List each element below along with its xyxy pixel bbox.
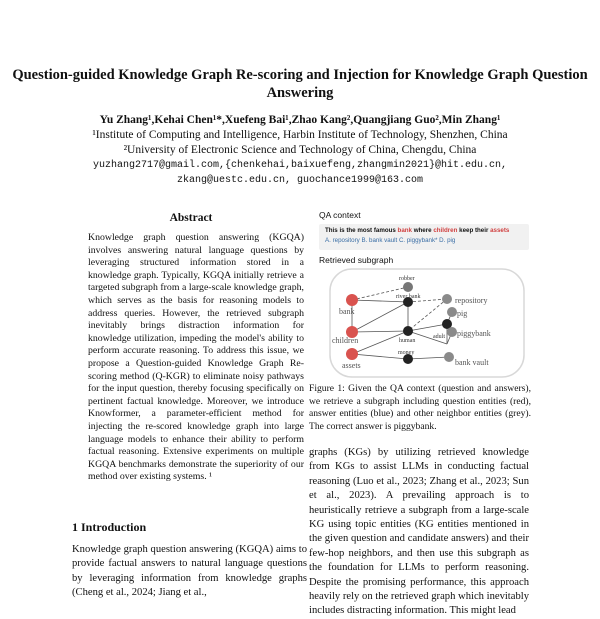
abstract-heading: Abstract: [169, 212, 213, 224]
node-bank-vault: [444, 352, 454, 362]
paper-title: Question-guided Knowledge Graph Re-scoring and Injection for Knowledge Graph Question Answering: [12, 67, 588, 101]
subgraph-label: Retrieved subgraph: [319, 255, 394, 265]
node-repository: [442, 294, 452, 304]
author-block: [0, 113, 600, 188]
affiliation-2: ²University of Electronic Science and Technology of China, Chengdu, China: [123, 144, 477, 156]
email-line-1: yuzhang2717@gmail.com,{chenkehai,baixuefeng,zhangmin2021}@hit.edu.cn,: [92, 160, 508, 171]
intro-text: Knowledge graph question answering (KGQA) aims to provide factual answers to natural language questions by leveraging information from knowledge graphs (Cheng et al., 2024; Jiang et al.,: [72, 544, 307, 599]
abstract-text: Knowledge graph question answering (KGQA) involves answering natural language questions by leveraging structured information stored in a knowledge graph. Typically, KGQA initially retrieve a targeted subgraph from a large-scale knowledge graph, which serves as the basis for reasoning models to address queries. However, the retrieved subgraph inevitably brings distraction information for knowledge utilization, impeding the model's ability to perform accurate reasoning. To address this issue, we propose a Question-guided Knowledge Graph Re-scoring method (Q-KGR) to eliminate noisy pathways for the input question, thereby focusing specifically on pertinent factual knowledge. Moreover, we introduce Knowformer, a parameter-efficient method for injecting the re-scored knowledge graph into large language models to enhance their ability to perform factual reasoning. Extensive experiments on multiple KGQA benchmarks demonstrate the superiority of our method over existing systems. ¹: [88, 232, 304, 483]
affiliation-1: ¹Institute of Computing and Intelligence, Harbin Institute of Technology, Shenzhen, China: [92, 129, 508, 141]
node-robber: [403, 282, 413, 292]
question-text: This is the most famous bank where children keep their assets: [325, 227, 510, 234]
email-line-2: zkang@uestc.edu.cn, guochance1999@163.com: [176, 175, 424, 186]
label-assets: assets: [342, 361, 361, 370]
section-heading-introduction: 1 Introduction: [72, 520, 147, 534]
label-adult: adult: [433, 334, 445, 340]
answer-options: A. repository B. bank vault C. piggybank* D. pig: [325, 237, 456, 244]
label-piggybank: piggybank: [457, 329, 491, 338]
node-piggybank: [447, 327, 457, 337]
label-children: children: [332, 336, 359, 345]
node-human: [403, 326, 413, 336]
label-bank-vault: bank vault: [455, 358, 489, 367]
label-human: human: [399, 338, 416, 344]
right-column-text: graphs (KGs) by utilizing retrieved knowledge from KGs to assist LLMs in conducting factual reasoning (Luo et al., 2023; Zhang et al., 2023; Sun et al., 2023). A prevailing approach is to heuristically retrieve a subgraph from a large-scale KG using topic entities (KG entities mentioned in the given question and candidate answers) and their few-hop neighbors, and then use this subgraph as the foundation for LLMs to perform reasoning. Despite the promising performance, this approach heavily rely on the retrieved graph which inevitably includes distracting information. This might lead: [309, 447, 529, 617]
qa-context-box: [319, 224, 529, 250]
figure-caption: Figure 1: Given the QA context (question and answers), we retrieve a subgraph including question entities (red), answer entities (blue) and other neighbor entities (grey). The correct answer is piggybank.: [309, 383, 531, 432]
node-assets: [346, 348, 358, 360]
node-pig: [447, 307, 457, 317]
label-money: money: [398, 350, 415, 356]
label-repository: repository: [455, 296, 488, 305]
author-names: Yu Zhang¹,Kehai Chen¹*,Xuefeng Bai¹,Zhao Kang²,Quangjiang Guo²,Min Zhang¹: [99, 114, 501, 126]
label-robber: robber: [399, 276, 415, 282]
qa-context-label: QA context: [319, 210, 361, 220]
label-pig: pig: [457, 309, 468, 318]
label-river-bank: river bank: [396, 294, 421, 300]
label-bank: bank: [339, 307, 355, 316]
subgraph-diagram: [329, 268, 525, 378]
node-bank: [346, 294, 358, 306]
